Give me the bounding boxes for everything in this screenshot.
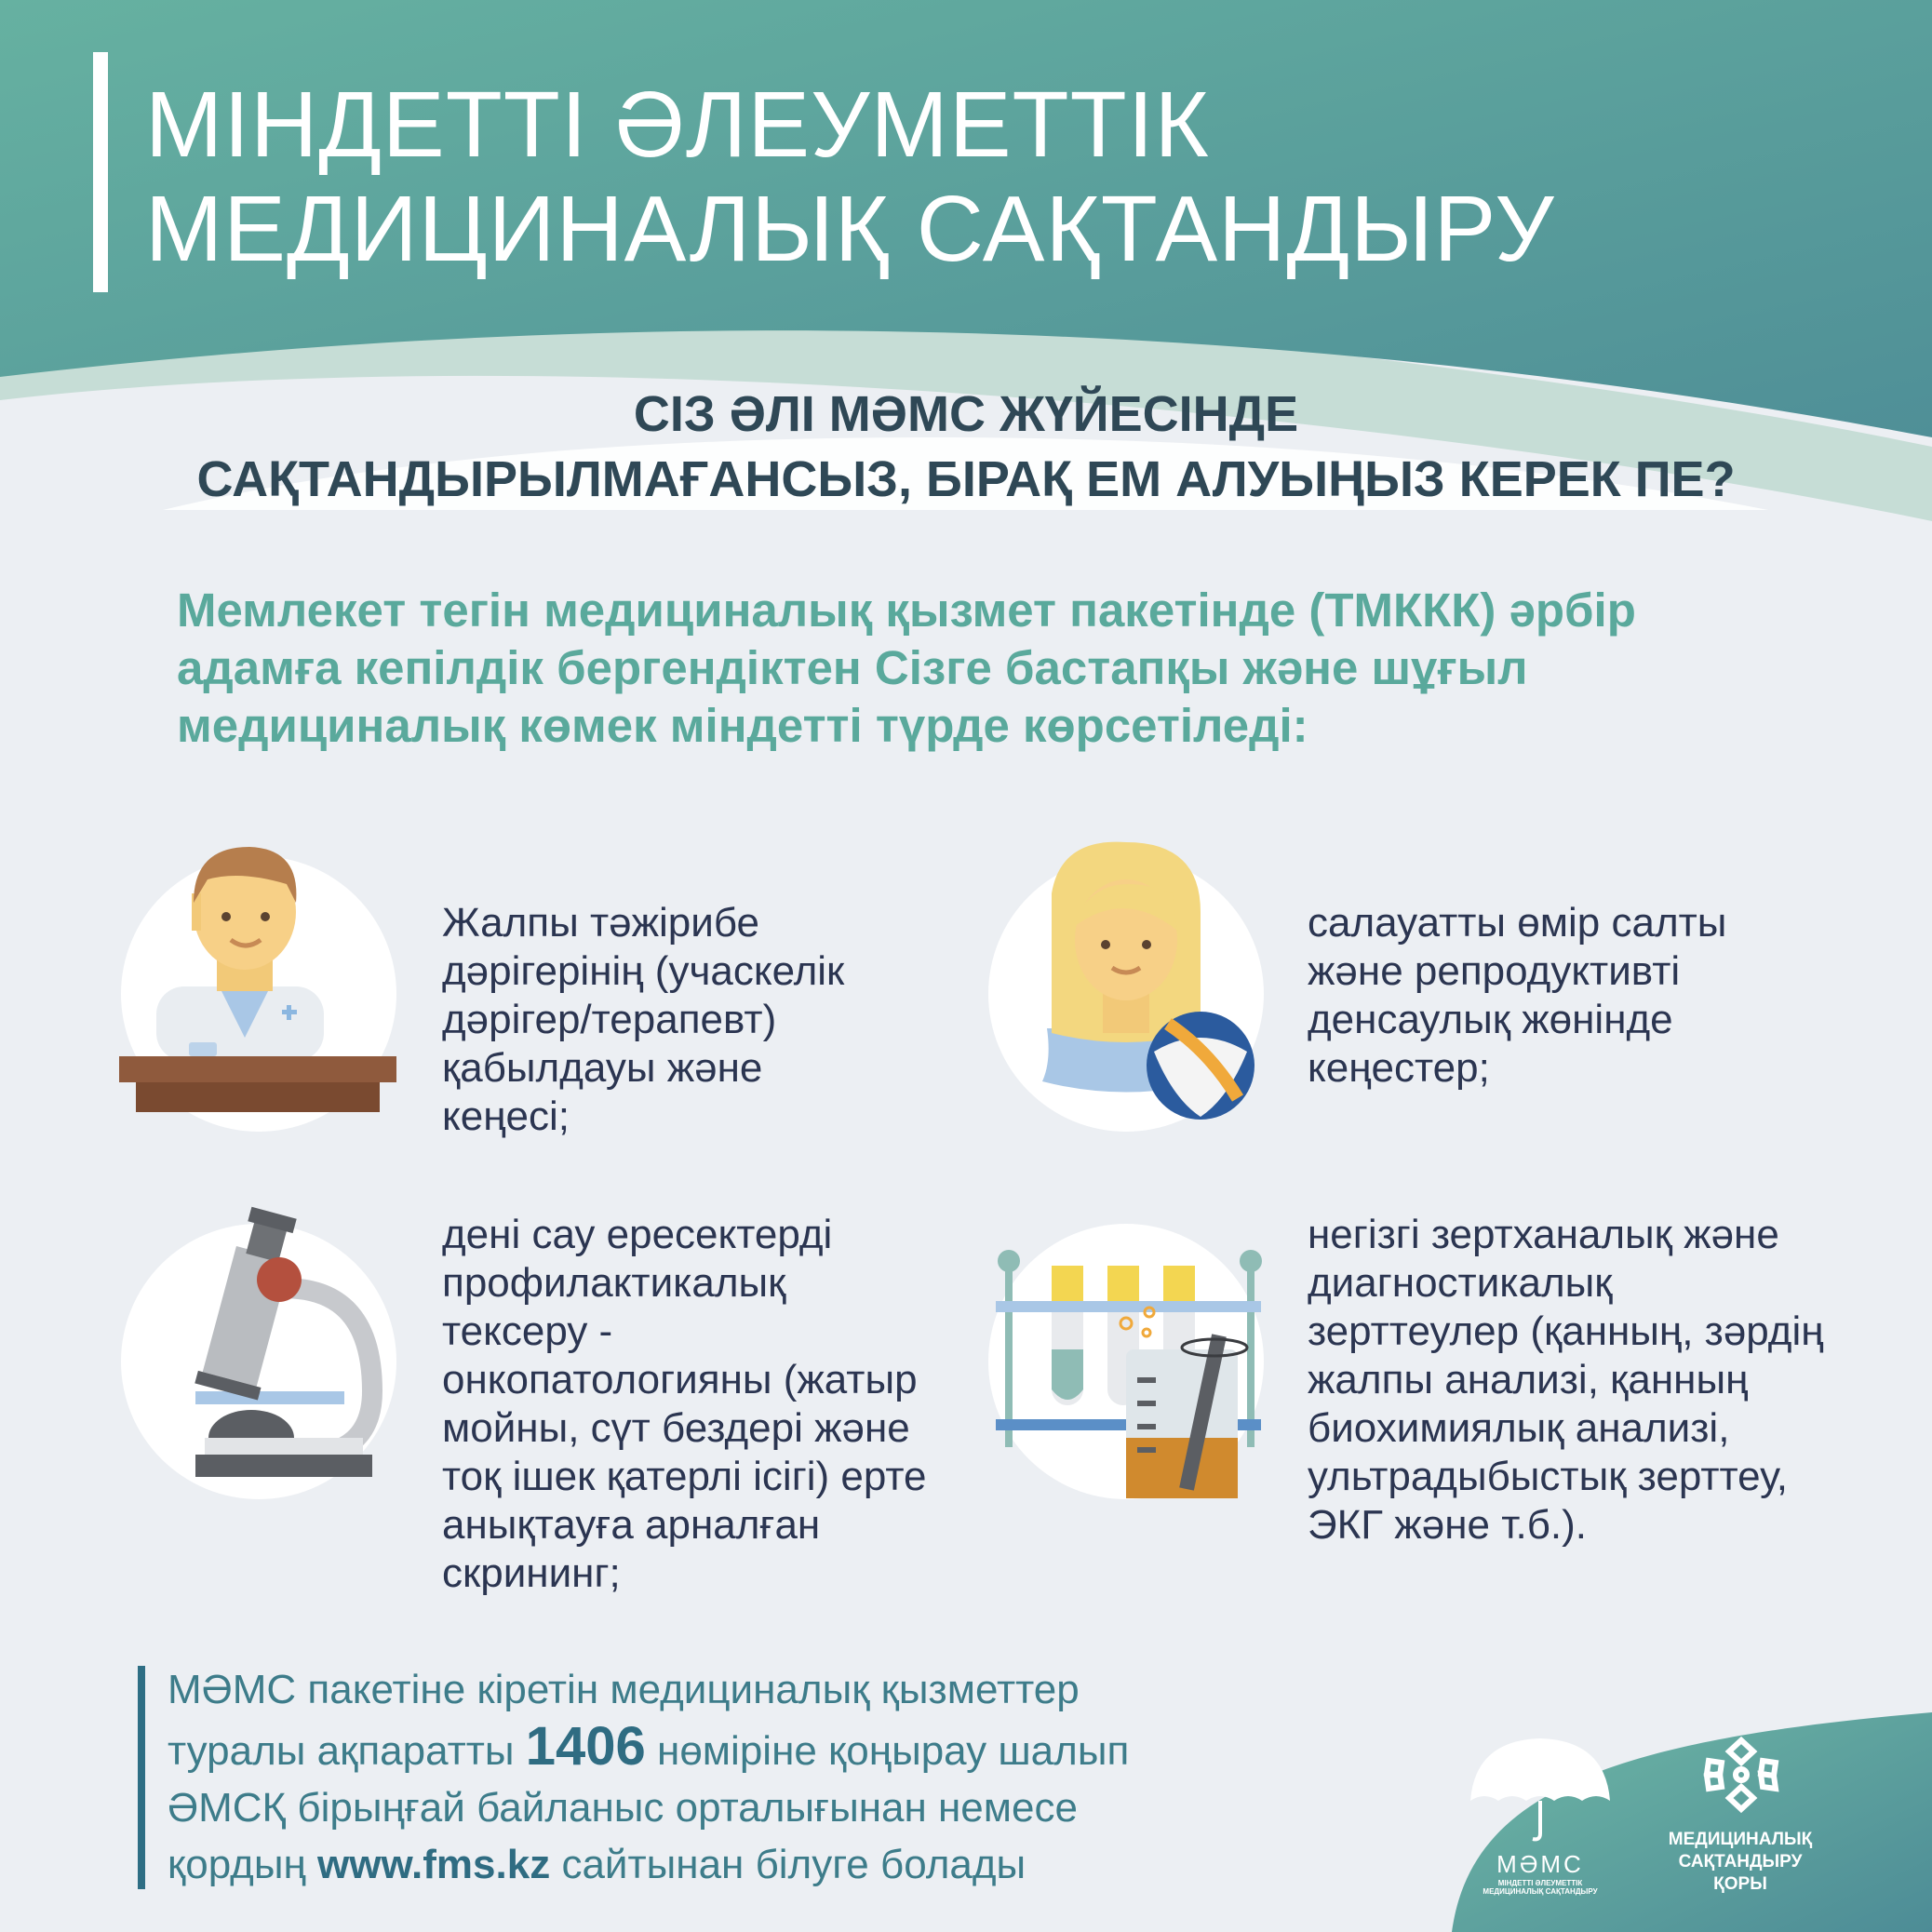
item-3-line: тексеру -	[442, 1308, 613, 1354]
item-3-line: тоқ ішек қатерлі ісігі) ерте	[442, 1454, 927, 1499]
item-4-text	[1308, 1211, 1824, 1550]
item-2-line: және репродуктивті	[1308, 948, 1681, 994]
footer-line2	[168, 1718, 1129, 1779]
mams-logo-name: МӘМС	[1496, 1850, 1584, 1878]
footer-accent-bar	[138, 1666, 145, 1889]
item-4-line: жалпы анализі, қанның	[1308, 1357, 1749, 1402]
item-4-line: диагностикалық	[1308, 1260, 1613, 1306]
mams-logo-sub2: МЕДИЦИНАЛЫҚ САҚТАНДЫРУ	[1483, 1887, 1598, 1896]
intro-line3: медициналық көмек міндетті түрде көрсетіледі:	[177, 699, 1308, 752]
question-heading	[112, 382, 1820, 512]
item-3-line: мойны, сүт бездері және	[442, 1405, 910, 1451]
snowflake-logo-icon	[1699, 1733, 1783, 1817]
title-accent-bar	[93, 52, 108, 292]
footer-line2-pre: туралы ақпаратты	[168, 1728, 526, 1774]
item-3-line: скрининг;	[442, 1550, 621, 1596]
question-line1: СІЗ ӘЛІ МӘМС ЖҮЙЕСІНДЕ	[633, 386, 1299, 442]
footer-info	[168, 1661, 1129, 1893]
item-3-line: онкопатологияны (жатыр	[442, 1357, 918, 1402]
intro-line1: Мемлекет тегін медициналық қызмет пакетінде (ТМККК) әрбір	[177, 584, 1636, 637]
item-4-line: негізгі зертханалық және	[1308, 1212, 1779, 1257]
item-4-line: ультрадыбыстық зерттеу,	[1308, 1454, 1788, 1499]
item-2-text	[1308, 899, 1726, 1093]
fund-logo-line3: ҚОРЫ	[1713, 1874, 1767, 1894]
item-1-line: кеңесі;	[442, 1093, 570, 1139]
mams-logo-text	[1452, 1850, 1629, 1896]
fund-logo-line1: МЕДИЦИНАЛЫҚ	[1668, 1830, 1813, 1849]
doctor-icon	[119, 838, 398, 1117]
item-4-line: зерттеулер (қанның, зәрдің	[1308, 1308, 1824, 1354]
item-2-line: кеңестер;	[1308, 1045, 1490, 1091]
woman-with-ball-icon	[986, 838, 1266, 1135]
fund-logo-text	[1647, 1829, 1833, 1896]
item-1-line: дәрігер/терапевт)	[442, 997, 777, 1042]
footer-line4-post: сайтынан білуге болады	[550, 1842, 1026, 1887]
footer-line1: МӘМС пакетіне кіретін медициналық қызметтер	[168, 1667, 1080, 1712]
page-title	[145, 73, 1555, 281]
mams-logo-sub1: МІНДЕТТІ ӘЛЕУМЕТТІК	[1497, 1879, 1583, 1887]
item-3-text	[442, 1211, 927, 1598]
test-tubes-icon	[986, 1247, 1266, 1508]
microscope-icon	[186, 1205, 391, 1484]
item-3-line: профилактикалық	[442, 1260, 786, 1306]
hotline-number: 1406	[525, 1716, 646, 1777]
page-title-line2: МЕДИЦИНАЛЫҚ САҚТАНДЫРУ	[145, 177, 1555, 281]
footer-line3: ӘМСҚ бірыңғай байланыс орталығынан немесе	[168, 1785, 1078, 1831]
item-2-line: денсаулық жөнінде	[1308, 997, 1673, 1042]
footer-line2-post: нөміріне қоңырау шалып	[645, 1728, 1130, 1774]
website-link[interactable]: www.fms.kz	[317, 1842, 551, 1887]
item-4-line: ЭКГ және т.б.).	[1308, 1502, 1588, 1548]
intro-text	[177, 582, 1636, 755]
intro-line2: адамға кепілдік бергендіктен Сізге бастапқы және шұғыл	[177, 641, 1528, 694]
item-1-line: қабылдауы және	[442, 1045, 763, 1091]
item-3-line: дені сау ересектерді	[442, 1212, 833, 1257]
umbrella-logo-icon	[1466, 1731, 1615, 1843]
question-line2: САҚТАНДЫРЫЛМАҒАНСЫЗ, БІРАҚ ЕМ АЛУЫҢЫЗ КЕРЕК ПЕ?	[196, 451, 1736, 507]
footer-line4-pre: қордың	[168, 1842, 318, 1887]
item-1-text	[442, 899, 844, 1141]
footer-line4	[168, 1836, 1129, 1893]
fund-logo-line2: САҚТАНДЫРУ	[1678, 1852, 1803, 1872]
item-2-line: салауатты өмір салты	[1308, 900, 1727, 946]
item-3-line: анықтауға арналған	[442, 1502, 821, 1548]
item-1-line: дәрігерінің (учаскелік	[442, 948, 845, 994]
item-1-line: Жалпы тәжірибе	[442, 900, 759, 946]
item-4-line: биохимиялық анализі,	[1308, 1405, 1730, 1451]
page-title-line1: МІНДЕТТІ ӘЛЕУМЕТТІК	[145, 73, 1210, 177]
